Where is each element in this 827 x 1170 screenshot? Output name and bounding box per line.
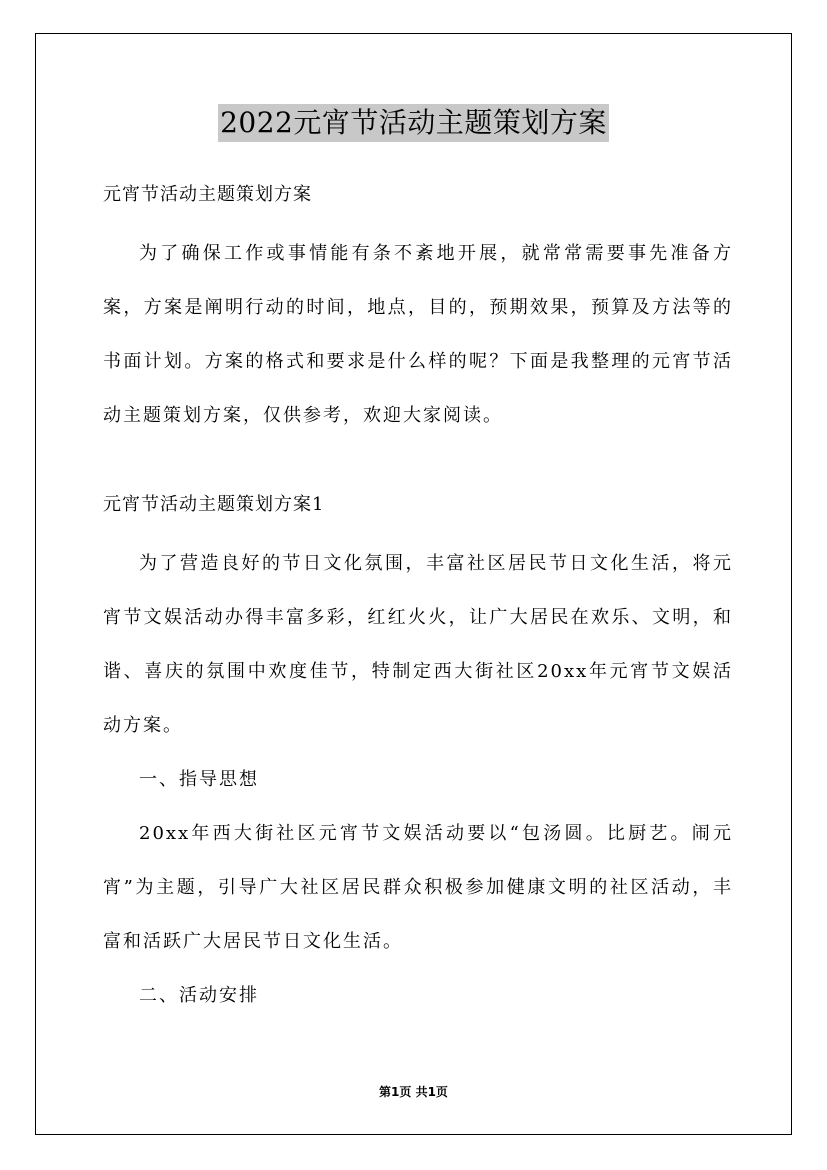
document-body [103,177,733,1023]
item2-heading: 二、活动安排 [139,985,259,1006]
item1-heading: 一、指导思想 [139,769,259,790]
section1-paragraph: 为了营造良好的节日文化氛围，丰富社区居民节日文化生活，将元宵节文娱活动办得丰富多彩，红红火火，让广大居民在欢乐、文明，和谐、喜庆的氛围中欢度佳节，特制定西大街社区20xx年元宵节文娱活动方案。 [103,553,733,736]
section1-heading: 元宵节活动主题策划方案1 [103,494,325,515]
document-title: 2022元宵节活动主题策划方案 [218,104,609,142]
title-container [0,104,827,142]
document-subtitle: 元宵节活动主题策划方案 [103,184,312,205]
intro-paragraph: 为了确保工作或事情能有条不紊地开展，就常常需要事先准备方案，方案是阐明行动的时间，地点，目的，预期效果，预算及方法等的书面计划。方案的格式和要求是什么样的呢？下面是我整理的元宵节活动主题策划方案，仅供参考，欢迎大家阅读。 [103,243,733,426]
item1-paragraph: 20xx年西大街社区元宵节文娱活动要以“包汤圆。比厨艺。闹元宵”为主题，引导广大社区居民群众积极参加健康文明的社区活动，丰富和活跃广大居民节日文化生活。 [103,823,733,952]
page-footer: 第1页 共1页 [379,1085,448,1099]
